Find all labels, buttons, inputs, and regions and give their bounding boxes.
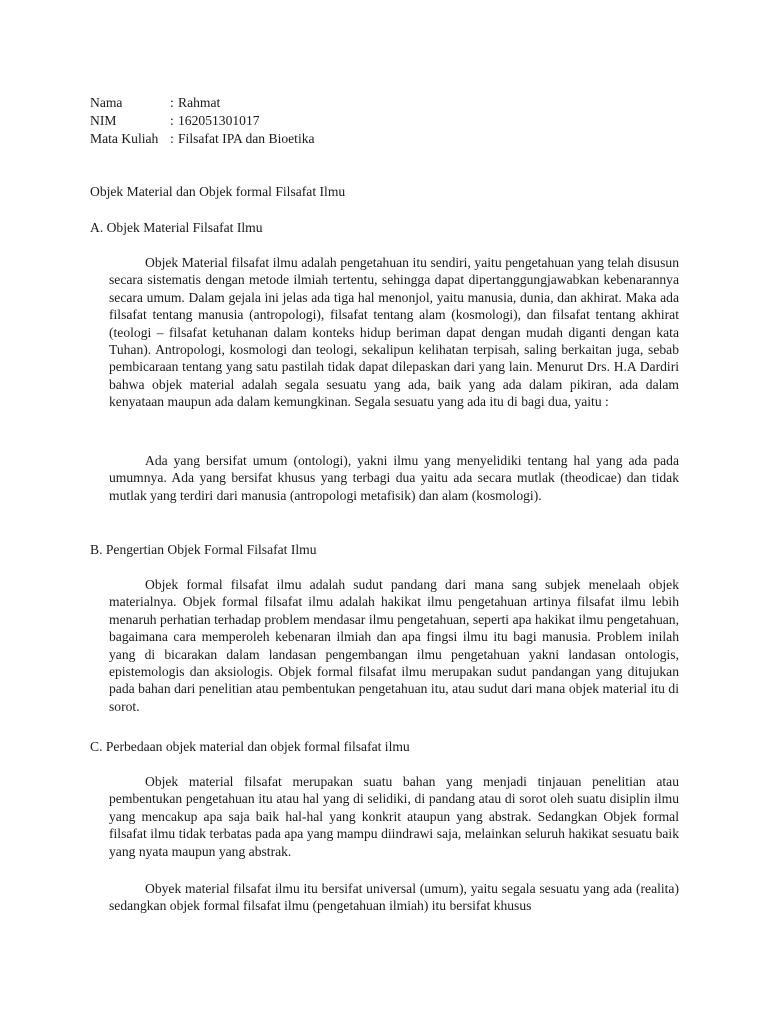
info-row-nim bbox=[90, 112, 315, 130]
info-value: 162051301017 bbox=[178, 113, 260, 128]
paragraph: Objek Material filsafat ilmu adalah pengetahuan itu sendiri, yaitu pengetahuan yang telah disusun secara sistematis dengan metode ilmiah tertentu, sehingga dapat dipertanggungjawabkan kebenarannya secara umum. Dalam gejala ini jelas ada tiga hal menonjol, yaitu manusia, dunia, dan akhirat. Maka ada filsafat tentang manusia (antropologi), filsafat tentang alam (kosmologi), dan filsafat tentang akhirat (teologi – filsafat ketuhanan dalam konteks hidup beriman dapat dengan mudah diganti dengan kata Tuhan). Antropologi, kosmologi dan teologi, sekalipun kelihatan terpisah, saling berkaitan juga, sebab pembicaraan tentang yang satu pastilah tidak dapat dilepaskan dari yang lain. Menurut Drs. H.A Dardiri bahwa objek material adalah segala sesuatu yang ada, baik yang ada dalam pikiran, ada dalam kenyataan maupun ada dalam kemungkinan. Segala sesuatu yang ada itu di bagi dua, yaitu : bbox=[109, 255, 679, 410]
info-label: Mata Kuliah bbox=[90, 131, 159, 146]
document-title: Objek Material dan Objek formal Filsafat Ilmu bbox=[90, 184, 346, 199]
info-separator: : bbox=[170, 131, 174, 146]
section-heading-b: B. Pengertian Objek Formal Filsafat Ilmu bbox=[90, 542, 317, 557]
info-label: Nama bbox=[90, 95, 123, 110]
paragraph: Obyek material filsafat ilmu itu bersifat universal (umum), yaitu segala sesuatu yang ada (realita) sedangkan objek formal filsafat ilmu (pengetahuan ilmiah) itu bersifat khusus bbox=[109, 881, 679, 914]
info-separator: : bbox=[170, 113, 174, 128]
paragraph: Objek formal filsafat ilmu adalah sudut pandang dari mana sang subjek menelaah objek materialnya. Objek formal filsafat ilmu adalah hakikat ilmu pengetahuan artinya filsafat ilmu lebih menaruh perhatian terhadap problem mendasar ilmu pengetahuan, seperti apa hakikat ilmu pengetahuan, bagaimana cara memperoleh kebenaran ilmiah dan apa fingsi ilmu itu bagi manusia. Problem inilah yang di bicarakan dalam landasan pengembangan ilmu pengetahuan yakni landasan ontologis, epistemologis dan aksiologis. Objek formal filsafat ilmu merupakan sudut pandangan yang ditujukan pada bahan dari penelitian atau pembentukan pengetahuan itu, atau sudut dari mana objek material itu di sorot. bbox=[109, 577, 679, 714]
info-label: NIM bbox=[90, 113, 117, 128]
paragraph: Ada yang bersifat umum (ontologi), yakni ilmu yang menyelidiki tentang hal yang ada pada umumnya. Ada yang bersifat khusus yang terbagi dua yaitu ada secara mutlak (theodicae) dan tidak mutlak yang terdiri dari manusia (antropologi metafisik) dan alam (kosmologi). bbox=[109, 453, 679, 503]
info-row-name bbox=[90, 94, 315, 112]
student-info bbox=[90, 94, 315, 148]
info-value: Rahmat bbox=[178, 95, 221, 110]
info-separator: : bbox=[170, 95, 174, 110]
section-heading-c: C. Perbedaan objek material dan objek formal filsafat ilmu bbox=[90, 739, 410, 754]
paragraph: Objek material filsafat merupakan suatu bahan yang menjadi tinjauan penelitian atau pembentukan pengetahuan itu atau hal yang di selidiki, di pandang atau di sorot oleh suatu disiplin ilmu yang mencakup apa saja baik hal-hal yang konkrit ataupun yang abstrak. Sedangkan Objek formal filsafat ilmu tidak terbatas pada apa yang mampu diindrawi saja, melainkan seluruh hakikat sesuatu baik yang nyata maupun yang abstrak. bbox=[109, 774, 679, 859]
section-heading-a: A. Objek Material Filsafat Ilmu bbox=[90, 220, 263, 235]
info-value: Filsafat IPA dan Bioetika bbox=[178, 131, 315, 146]
info-row-course bbox=[90, 130, 315, 148]
